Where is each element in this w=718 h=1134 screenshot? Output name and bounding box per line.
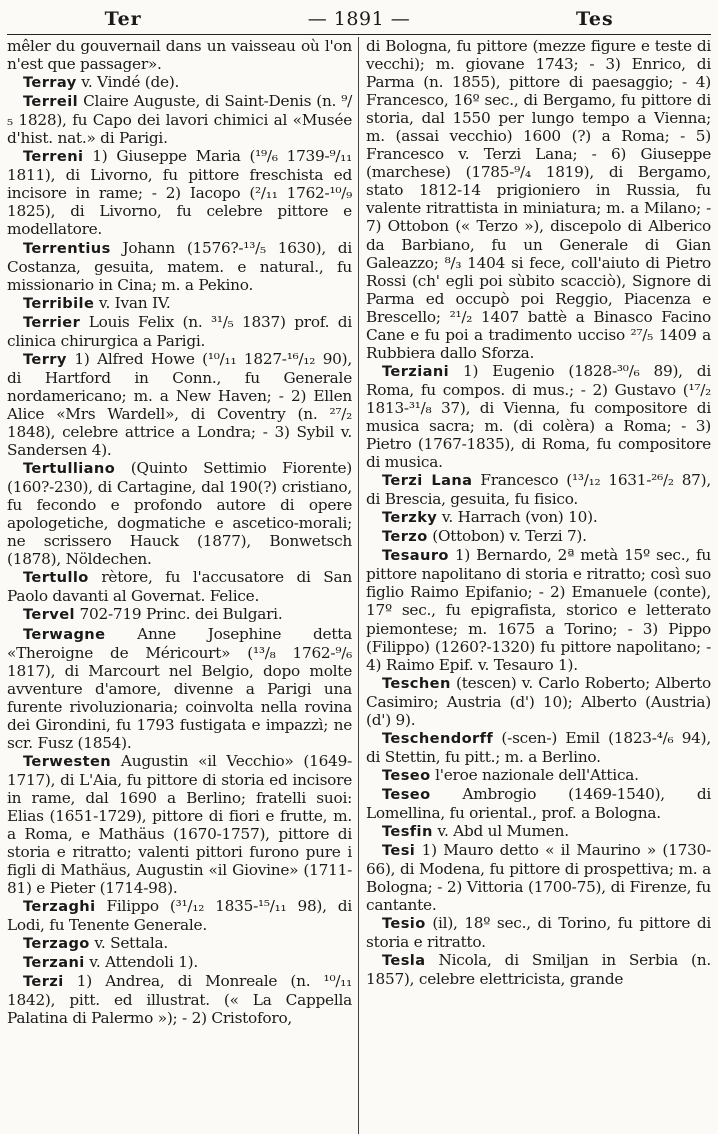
entry-text: v. Vindé (de). <box>76 73 180 92</box>
entry-headword: Terzo <box>382 528 428 546</box>
dictionary-entry <box>7 239 352 294</box>
entry-text: di Bologna, fu pittore (mezze figure e teste di vecchi); m. giovane 1743; - 3) Enrico, di Parma (n. 1855), pittore di paesaggio; - 4) Francesco, 16º sec., di Bergamo, fu pittore di storia, dal 1550 per lungo tempo a Vienna; m. (assai vecchio) 1600 (?) a Roma; - 5) Francesco v. Terzi Lana; - 6) Giuseppe (marchese) (1785-⁹/₄ 1819), di Bergamo, stato 1812-14 prigioniero in Russia, fu valente ritrattista in miniatura; m. a Milano; - 7) Ottobon (« Terzo »), discepolo di Alberico da Barbiano, fu un Generale di Gian Galeazzo; ⁸/₃ 1404 si fece, coll'aiuto di Pietro Rossi (ch' egli poi sùbito scacciò), Signore di Parma ed occupò poi Reggio, Piacenza e Brescello; ²¹/₂ 1407 battè a Binasco Facino Cane e fu poi a tradimento ucciso ²⁷/₅ 1409 a Rubbiera dallo Sforza. <box>366 37 711 362</box>
dictionary-entry <box>366 527 711 546</box>
entry-headword: Teseo <box>382 766 431 784</box>
dictionary-entry <box>7 934 352 953</box>
two-column-body <box>7 37 711 1134</box>
entry-text: 1) Mauro detto « il Maurino » (1730-66), di Modena, fu pittore di prospettiva; m. a Bologna; - 2) Vittoria (1700-75), di Firenze, fu cantante. <box>366 841 711 915</box>
entry-headword: Terzaghi <box>23 898 96 916</box>
entry-text: Nicola, di Smiljan in Serbia (n. 1857), celebre elettricista, grande <box>366 951 711 989</box>
dictionary-entry <box>7 313 352 350</box>
entry-text: mêler du gouvernail dans un vaisseau où l'on n'est que passager». <box>7 37 352 74</box>
dictionary-entry <box>7 73 352 92</box>
entry-headword: Terwesten <box>23 752 112 770</box>
dictionary-entry <box>366 914 711 951</box>
dictionary-entry <box>7 752 352 897</box>
dictionary-entry <box>366 546 711 673</box>
entry-headword: Terrier <box>23 313 81 331</box>
entry-text: 1) Eugenio (1828-³⁰/₆ 89), di Roma, fu compos. di mus.; - 2) Gustavo (¹⁷/₂ 1813-³¹/₈ 37), di Vienna, fu compositore di musica sacra; m. (di colèra) a Roma; - 3) Pietro (1767-1835), di Roma, fu compositore di musica. <box>366 361 711 472</box>
dictionary-entry <box>366 674 711 729</box>
entry-headword: Tesfin <box>382 823 433 841</box>
entry-headword: Tesauro <box>382 547 449 565</box>
entry-text: v. Ivan IV. <box>94 293 171 312</box>
dictionary-entry <box>7 605 352 624</box>
entry-text: Francesco (¹³/₁₂ 1631-²⁶/₂ 87), di Brescia, gesuita, fu fisico. <box>366 471 711 509</box>
entry-text: l'eroe nazionale dell'Attica. <box>430 765 639 784</box>
entry-headword: Terzago <box>23 935 90 953</box>
dictionary-entry <box>7 37 352 73</box>
entry-text: v. Harrach (von) 10). <box>437 508 598 527</box>
entry-text: (Quinto Settimio Fiorente) (160?-230), di Cartagine, dal 190(?) cristiano, fu fecondo e profondo autore di opere apologetiche, dogmatiche e ascetico-morali; ne scrissero Hauck (1877), Bonwetsch (1878), Nöldechen. <box>7 459 352 569</box>
entry-text: Ambrogio (1469-1540), di Lomellina, fu oriental., prof. a Bologna. <box>366 784 711 822</box>
entry-headword: Terribile <box>23 294 95 312</box>
dictionary-entry <box>7 294 352 313</box>
entry-headword: Terwagne <box>23 625 106 643</box>
entry-headword: Tesio <box>382 915 426 933</box>
entry-text: 1) Alfred Howe (¹⁰/₁₁ 1827-¹⁶/₁₂ 90), di Hartford in Conn., fu Generale nordamericano; m. a New Haven; - 2) Ellen Alice «Mrs Wardell», di Coventry (n. ²⁷/₂ 1848), celebre attrice a Londra; - 3) Sybil v. Sandersen 4). <box>7 349 352 460</box>
dictionary-entry <box>366 471 711 508</box>
entry-headword: Terzi Lana <box>382 472 473 490</box>
dictionary-entry <box>366 362 711 471</box>
dictionary-entry <box>366 785 711 822</box>
dictionary-entry <box>366 841 711 914</box>
entry-text: v. Settala. <box>89 934 168 953</box>
dictionary-entry <box>7 459 352 568</box>
entry-text: Anne Josephine detta «Theroigne de Méricourt» (¹³/₈ 1762-⁹/₆ 1817), di Marcourt nel Belgio, dopo molte avventure d'amore, divenne a Parigi una furente rivoluzionaria; coinvolta nella rovina dei Girondini, fu 1793 fustigata e impazzì; ne scr. Fusz (1854). <box>7 624 352 752</box>
left-column <box>7 37 359 1134</box>
entry-text: (Ottobon) v. Terzi 7). <box>427 527 587 546</box>
right-column <box>359 37 711 1134</box>
entry-text: (-scen-) Emil (1823-⁴/₆ 94), di Stettin, fu pitt.; m. a Berlino. <box>366 728 711 766</box>
dictionary-entry <box>366 37 711 362</box>
dictionary-entry <box>7 972 352 1027</box>
dictionary-entry <box>366 822 711 841</box>
entry-headword: Terreil <box>23 93 79 111</box>
entry-text: rètore, fu l'accusatore di San Paolo davanti al Governat. Felice. <box>7 568 352 606</box>
entry-headword: Teschen <box>382 674 451 692</box>
dictionary-entry <box>366 508 711 527</box>
entry-headword: Terzi <box>23 973 64 991</box>
entry-headword: Tesla <box>382 952 426 970</box>
dictionary-entry <box>7 92 352 147</box>
page-number: — 1891 — <box>307 8 411 30</box>
page-header <box>7 4 711 35</box>
entry-headword: Tertulliano <box>23 460 116 478</box>
entry-text: v. Abd ul Mumen. <box>432 822 569 841</box>
entry-headword: Terreni <box>23 148 84 166</box>
dictionary-entry <box>7 350 352 459</box>
dictionary-entry <box>366 766 711 785</box>
entry-headword: Tervel <box>23 606 75 624</box>
entry-text: Claire Auguste, di Saint-Denis (n. ⁹/₅ 1828), fu Capo dei lavori chimici al «Musée d'hist. nat.» di Parigi. <box>7 92 352 148</box>
entry-text: Louis Felix (n. ³¹/₅ 1837) prof. di clinica chirurgica a Parigi. <box>7 312 352 350</box>
entry-text: 702-719 Princ. dei Bulgari. <box>74 605 283 624</box>
entry-headword: Terziani <box>382 362 450 380</box>
entry-headword: Tesi <box>382 842 416 860</box>
dictionary-entry <box>7 625 352 752</box>
entry-headword: Terrentius <box>23 239 111 257</box>
dictionary-entry <box>7 568 352 605</box>
entry-text: 1) Giuseppe Maria (¹⁹/₆ 1739-⁹/₁₁ 1811), di Livorno, fu pittore freschista ed incisore in rame; - 2) Iacopo (²/₁₁ 1762-¹⁰/₉ 1825), di Livorno, fu celebre pittore e modellatore. <box>7 147 352 239</box>
entry-text: 1) Bernardo, 2ª metà 15º sec., fu pittore napolitano di storia e ritratto; così suo figlio Raimo Epifanio; - 2) Emanuele (conte), 17º sec., fu epigrafista, storico e letterato piemontese; m. 1675 a Torino; - 3) Pippo (Filippo) (1260?-1320) fu pittore napolitano; - 4) Raimo Epif. v. Tesauro 1). <box>366 546 711 674</box>
entry-headword: Teschendorff <box>382 729 494 747</box>
entry-headword: Tertullo <box>23 569 89 587</box>
entry-headword: Teseo <box>382 785 431 803</box>
entry-text: Johann (1576?-¹³/₅ 1630), di Costanza, gesuita, matem. e natural., fu missionario in Cina; m. a Pekino. <box>7 238 352 294</box>
entry-headword: Terzani <box>23 954 85 972</box>
entry-text: Filippo (³¹/₁₂ 1835-¹⁵/₁₁ 98), di Lodi, fu Tenente Generale. <box>7 897 352 935</box>
header-left-guideword: Ter <box>104 8 142 30</box>
entry-headword: Terray <box>23 74 77 92</box>
entry-text: v. Attendoli 1). <box>84 953 199 972</box>
entry-headword: Terry <box>23 350 67 368</box>
header-right-guideword: Tes <box>575 8 614 30</box>
dictionary-entry <box>7 147 352 238</box>
entry-text: 1) Andrea, di Monreale (n. ¹⁰/₁₁ 1842), pitt. ed illustrat. (« La Cappella Palatina di Palermo »); - 2) Cristoforo, <box>7 972 352 1028</box>
entry-text: Augustin «il Vecchio» (1649-1717), di L'Aia, fu pittore di storia ed incisore in rame, dal 1690 a Berlino; fratelli suoi: Elias (1651-1729), pittore di fiori e frutte, m. a Roma, e Mathäus (1670-1757), pittore di storia e ritratto; valenti pittori furono pure i figli di Mathäus, Augustin «il Giovine» (1711-81) e Pieter (1714-98). <box>7 751 352 898</box>
dictionary-entry <box>366 729 711 766</box>
entry-headword: Terzky <box>382 509 438 527</box>
dictionary-entry <box>366 951 711 988</box>
dictionary-entry <box>7 897 352 934</box>
dictionary-entry <box>7 953 352 972</box>
entry-text: (il), 18º sec., di Torino, fu pittore di storia e ritratto. <box>366 914 711 952</box>
entry-text: (tescen) v. Carlo Roberto; Alberto Casimiro; Austria (d') 10); Alberto (Austria) (d') 9). <box>366 673 711 729</box>
